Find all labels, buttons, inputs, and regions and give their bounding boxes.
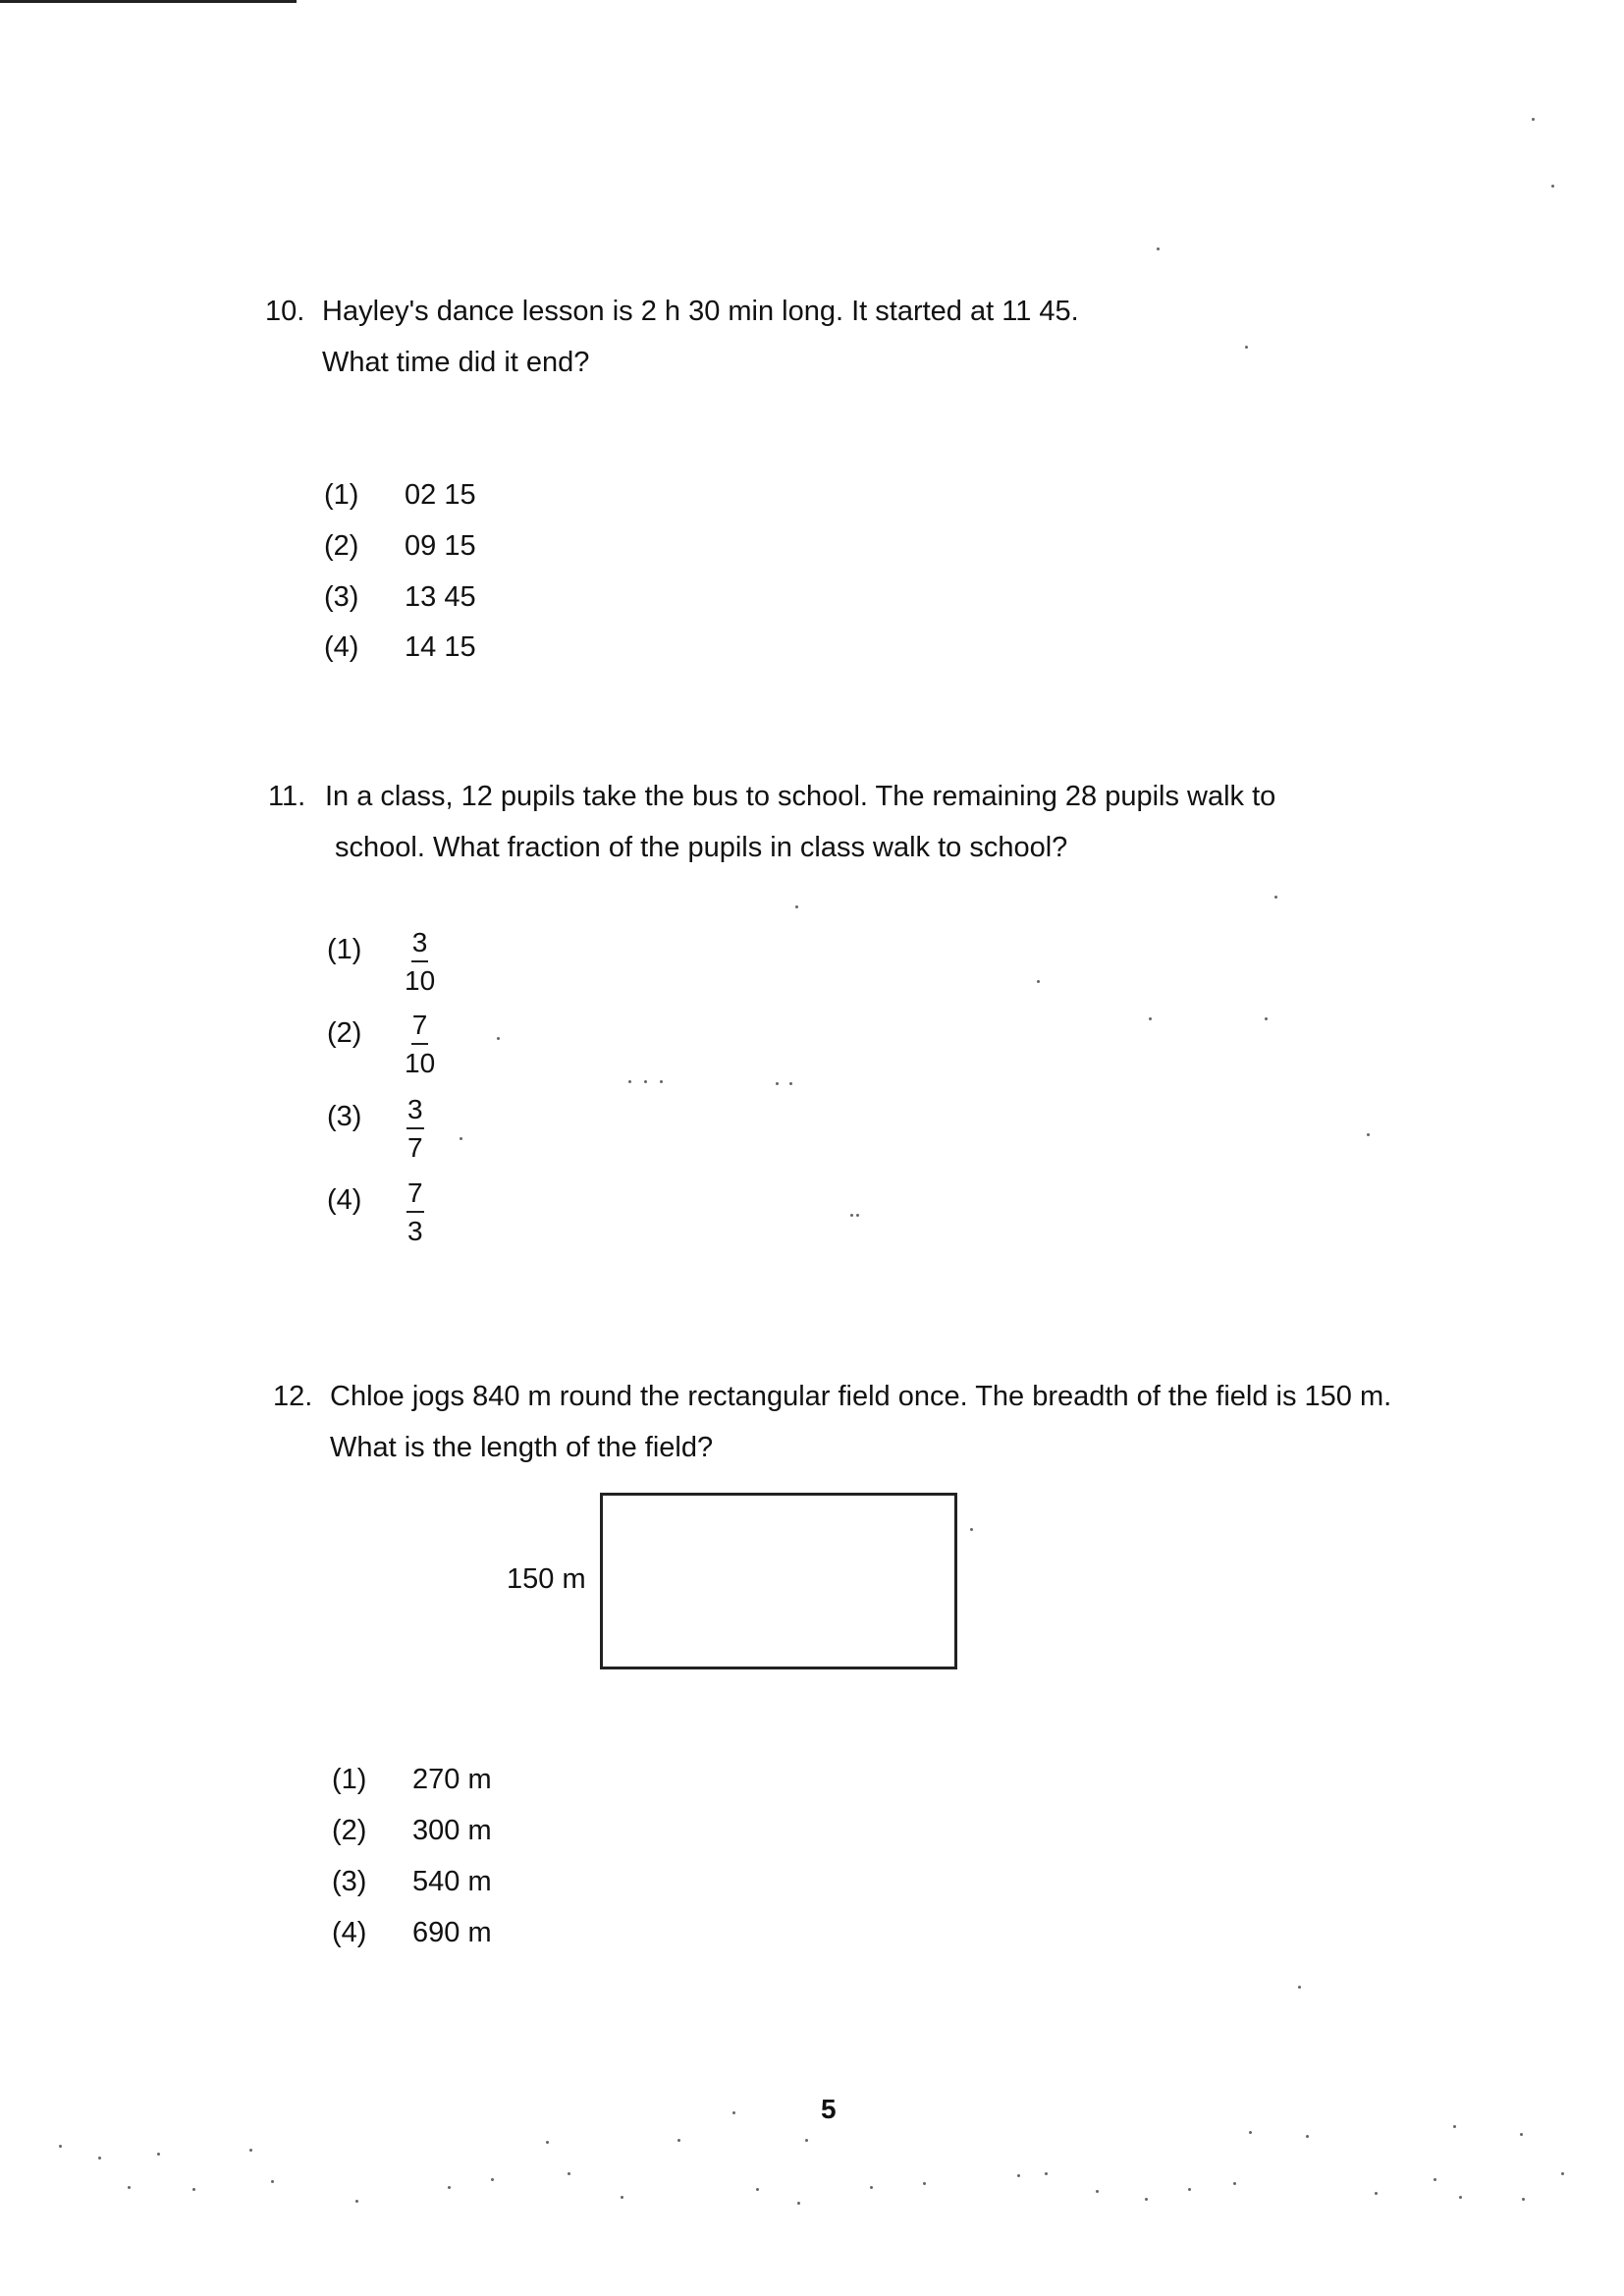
option-value: 09 15 xyxy=(405,530,476,562)
question-text-line-1: Chloe jogs 840 m round the rectangular field once. The breadth of the field is 150 m. xyxy=(330,1381,1392,1412)
option-value: 300 m xyxy=(412,1815,492,1846)
option-label: (2) xyxy=(327,1017,362,1049)
option-value: 270 m xyxy=(412,1764,492,1795)
question-12 xyxy=(273,1371,1579,1479)
top-rule xyxy=(0,0,297,3)
question-11 xyxy=(268,771,1544,879)
numerator: 7 xyxy=(411,1010,429,1045)
option-label: (1) xyxy=(332,1764,367,1795)
q11-option-2-fraction xyxy=(405,1010,435,1079)
numerator: 3 xyxy=(406,1094,424,1129)
question-text-line-1: In a class, 12 pupils take the bus to school. The remaining 28 pupils walk to xyxy=(325,781,1276,812)
question-text-line-1: Hayley's dance lesson is 2 h 30 min long. It started at 11 45. xyxy=(322,296,1079,327)
page-number: 5 xyxy=(821,2094,837,2124)
option-value: 14 15 xyxy=(405,631,476,663)
q11-option-1-fraction xyxy=(405,927,435,997)
option-label: (4) xyxy=(324,631,359,663)
denominator: 3 xyxy=(407,1216,423,1246)
numerator: 3 xyxy=(411,927,429,962)
rectangular-field-diagram xyxy=(600,1493,957,1669)
field-breadth-label: 150 m xyxy=(507,1563,586,1595)
option-label: (4) xyxy=(327,1184,362,1216)
option-label: (2) xyxy=(332,1815,367,1846)
option-label: (1) xyxy=(324,479,359,511)
question-number: 10. xyxy=(265,296,305,327)
option-value: 02 15 xyxy=(405,479,476,511)
q11-option-4-fraction xyxy=(406,1177,424,1247)
option-label: (3) xyxy=(327,1101,362,1132)
question-text-line-2: What is the length of the field? xyxy=(330,1432,714,1463)
option-label: (4) xyxy=(332,1917,367,1948)
option-value: 540 m xyxy=(412,1866,492,1897)
numerator: 7 xyxy=(406,1177,424,1213)
question-text-line-2: school. What fraction of the pupils in class walk to school? xyxy=(335,832,1068,863)
question-10 xyxy=(265,286,1542,394)
question-number: 11. xyxy=(268,781,306,812)
option-value: 690 m xyxy=(412,1917,492,1948)
question-text-line-2: What time did it end? xyxy=(322,347,590,378)
option-value: 13 45 xyxy=(405,581,476,613)
option-label: (2) xyxy=(324,530,359,562)
denominator: 10 xyxy=(405,1048,436,1078)
option-label: (3) xyxy=(332,1866,367,1897)
denominator: 10 xyxy=(405,965,436,996)
option-label: (3) xyxy=(324,581,359,613)
q11-option-3-fraction xyxy=(406,1094,424,1164)
question-number: 12. xyxy=(273,1381,313,1412)
option-label: (1) xyxy=(327,934,362,965)
denominator: 7 xyxy=(407,1132,423,1163)
